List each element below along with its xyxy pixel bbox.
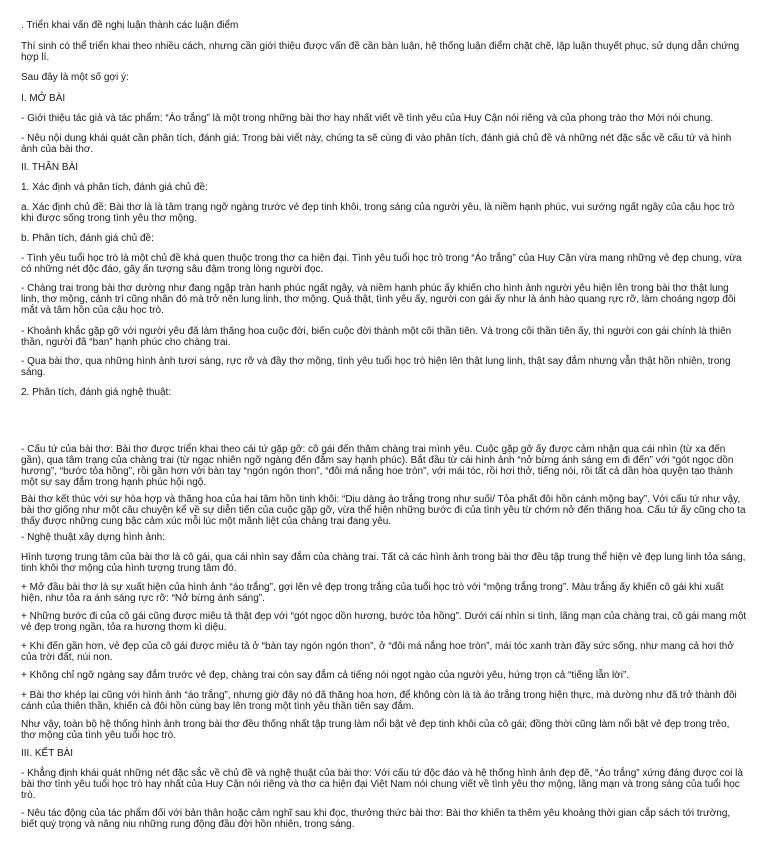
theme-definition: a. Xác định chủ đề: Bài thơ là là tâm trạng ngỡ ngàng trước vẻ đẹp tinh khôi, trong sáng của người yêu, là niềm hạnh phúc, vui sướng ngất ngây của cậu học trò khi được sống trong tình yêu thơ mộng. bbox=[21, 202, 735, 224]
section-heading: . Triển khai vấn đề nghị luận thành các luận điểm bbox=[21, 20, 239, 31]
heading-than-bai: II. THÂN BÀI bbox=[21, 162, 79, 173]
suggestion-line: Sau đây là một số gợi ý: bbox=[21, 72, 129, 83]
subheading-1: 1. Xác định và phân tích, đánh giá chủ đề: bbox=[21, 182, 208, 193]
imagery-point-5: + Bài thơ khép lại cũng với hình ảnh “áo trắng”, nhưng giờ đây nó đã thăng hoa hơn, để không còn là tà áo trắng trong hiện thực, mà dường như đã trở thành đôi cánh của thiên thần, khiến cả đôi hồn cùng bay lên trong một tình yêu thần tiên say đắm. bbox=[21, 690, 737, 712]
theme-point-1: - Tình yêu tuổi học trò là một chủ đề khá quen thuộc trong thơ ca hiện đại. Tình yêu tuổi học trò trong “Áo trắng” của Huy Cận vừa mang những vẻ đẹp chung, vừa có những nét độc đáo, gây ấn tượng sâu đậm trong lòng người đọc. bbox=[21, 253, 742, 275]
theme-point-2: - Chàng trai trong bài thơ dường như đang ngập tràn hạnh phúc ngất ngây, và niềm hạnh phúc ấy khiến cho hình ảnh người yêu hiện lên trong bài thơ thật lung linh, thơ mộng, cảnh trí cũng nhân đó mà trở nên lung linh, thơ mộng. Quả thật, tình yêu ấy, người con gái ấy như là ánh hào quang rực rỡ, làm choáng ngợp đôi mắt và tâm hồn của cậu học trò. bbox=[21, 283, 736, 316]
subheading-2: 2. Phân tích, đánh giá nghệ thuật: bbox=[21, 387, 172, 398]
imagery-conclusion: Như vậy, toàn bộ hệ thống hình ảnh trong bài thơ đều thống nhất tập trung làm nổi bật vẻ đẹp tinh khôi của cô gái; đồng thời cũng làm nổi bật vẻ đẹp trong trẻo, thơ mộng của tình yêu tuổi học trò. bbox=[21, 719, 730, 741]
ket-bai-point-2: - Nêu tác động của tác phẩm đối với bản thân hoặc cảm nghĩ sau khi đọc, thưởng thức bài thơ: Bài thơ khiến ta thêm yêu khoảng thời gian cắp sách tới trường, biết quý trọng và nâng niu những rung động đầu đời hồn nhiên, trong sáng. bbox=[21, 808, 731, 830]
imagery-point-4: + Không chỉ ngỡ ngàng say đắm trước vẻ đẹp, chàng trai còn say đắm cả tiếng nói ngọt ngào của người yêu, hứng trọn cả “tiếng lẫn lời”. bbox=[21, 670, 630, 681]
theme-point-3: - Khoảnh khắc gặp gỡ với người yêu đã làm thăng hoa cuộc đời, biến cuộc đời thành một cõi thần tiên. Và trong cõi thần tiên ấy, thì người con gái chính là thiên thần, người đã “ban” hạnh phúc cho chàng trai. bbox=[21, 326, 732, 348]
heading-mo-bai: I. MỞ BÀI bbox=[21, 93, 66, 104]
imagery-intro: Hình tượng trung tâm của bài thơ là cô gái, qua cái nhìn say đắm của chàng trai. Tất cả các hình ảnh trong bài thơ đều tập trung thể hiện vẻ đẹp lung linh tỏa sáng, tinh khôi thơ mộng của hình tượng trung tâm đó. bbox=[21, 552, 746, 574]
imagery-point-2: + Những bước đi của cô gái cũng được miêu tả thật đẹp với “gót ngọc dồn hương, bước tỏa hồng”. Dưới cái nhìn si tình, lãng mạn của chàng trai, cô gái mang một vẻ đẹp trong ngần, tỏa ra hương thơm kì diệu. bbox=[21, 611, 747, 633]
imagery-heading: - Nghệ thuật xây dựng hình ảnh: bbox=[21, 532, 166, 543]
mo-bai-point-2: - Nêu nội dung khái quát cần phân tích, đánh giá: Trong bài viết này, chúng ta sẽ cùng đi vào phân tích, đánh giá chủ đề và những nét đặc sắc về cấu tứ và hình ảnh của bài thơ. bbox=[21, 133, 732, 155]
imagery-point-1: + Mở đầu bài thơ là sự xuất hiện của hình ảnh “áo trắng”, gợi lên vẻ đẹp trong trắng của tuổi học trò với “mộng trắng trong”. Màu trắng ấy khiến cô gái khi xuất hiện, như tỏa ra ánh sáng rực rỡ: “Nở bừng ánh sáng”. bbox=[21, 582, 724, 604]
intro-paragraph: Thí sinh có thể triển khai theo nhiều cách, nhưng cần giới thiệu được vấn đề cần bàn luận, hệ thống luận điểm chặt chẽ, lập luận thuyết phục, sử dụng dẫn chứng hợp lí. bbox=[21, 41, 740, 63]
structure-point: - Cấu tứ của bài thơ: Bài thơ được triển khai theo cái tứ gặp gỡ: cô gái đến thăm chàng trai mình yêu. Cuộc gặp gỡ ấy được cảm nhận qua cái nhìn (từ xa đến gần), qua tâm trạng của chàng trai (từ ngạc nhiên ngỡ ngàng đến đắm say hạnh phúc). Bắt đầu từ cái hình ảnh “nở bừng ánh sáng em đi đến” với “gót ngọc dồn hương”, “bước tỏa hồng”, rồi gần hơn với bàn tay “ngón ngón thon”, “đôi má nắng hoe tròn”, với mái tóc, rồi hơi thở, tiếng nói, rồi tất cả dần hòa quyện tạo thành một sự say đắm trong hạnh phúc hội ngộ. bbox=[21, 444, 734, 488]
mo-bai-point-1: - Giới thiệu tác giả và tác phẩm: “Áo trắng” là một trong những bài thơ hay nhất viết về tình yêu của Huy Cận nói riêng và của phong trào thơ Mới nói chung. bbox=[21, 113, 714, 124]
theme-point-4: - Qua bài thơ, qua những hình ảnh tươi sáng, rực rỡ và đầy thơ mộng, tình yêu tuổi học trò hiện lên thật lung linh, thật say đắm nhưng vẫn thật hồn nhiên, trong sáng. bbox=[21, 356, 731, 378]
ket-bai-point-1: - Khẳng định khái quát những nét đặc sắc về chủ đề và nghệ thuật của bài thơ: Với cấu tứ độc đáo và hệ thống hình ảnh đẹp đẽ, “Áo trắng” xứng đáng được coi là bài thơ tình yêu tuổi học trò hay nhất của Huy Cận nói riêng và thơ ca hiện đại Việt Nam nói chung viết về tình yêu thơ mộng, lãng mạn và trong sáng của tuổi học trò. bbox=[21, 768, 743, 801]
imagery-point-3: + Khi đến gần hơn, vẻ đẹp của cô gái được miêu tả ở “bàn tay ngón ngón thon”, ở “đôi má nắng hoe tròn”, mái tóc xanh tràn đầy sức sống, như mang cả hơi thở của trời đất, núi non. bbox=[21, 641, 734, 663]
subheading-b: b. Phân tích, đánh giá chủ đề: bbox=[21, 233, 154, 244]
heading-ket-bai: III. KẾT BÀI bbox=[21, 748, 74, 759]
structure-conclusion: Bài thơ kết thúc với sự hòa hợp và thăng hoa của hai tâm hồn tinh khôi: “Dịu dàng áo trắng trong như suối/ Tỏa phất đôi hồn cánh mộng bay”. Với cấu tứ như vậy, bài thơ giống như một câu chuyện kể về sự diễn tiến của cuộc gặp gỡ, vừa thể hiện những bước đi của tình yêu từ chớm nở đến thăng hoa. Cấu tứ ấy cũng cho ta thấy được những cung bậc cảm xúc mỗi lúc một mãnh liệt của chàng trai đang yêu. bbox=[21, 494, 746, 527]
